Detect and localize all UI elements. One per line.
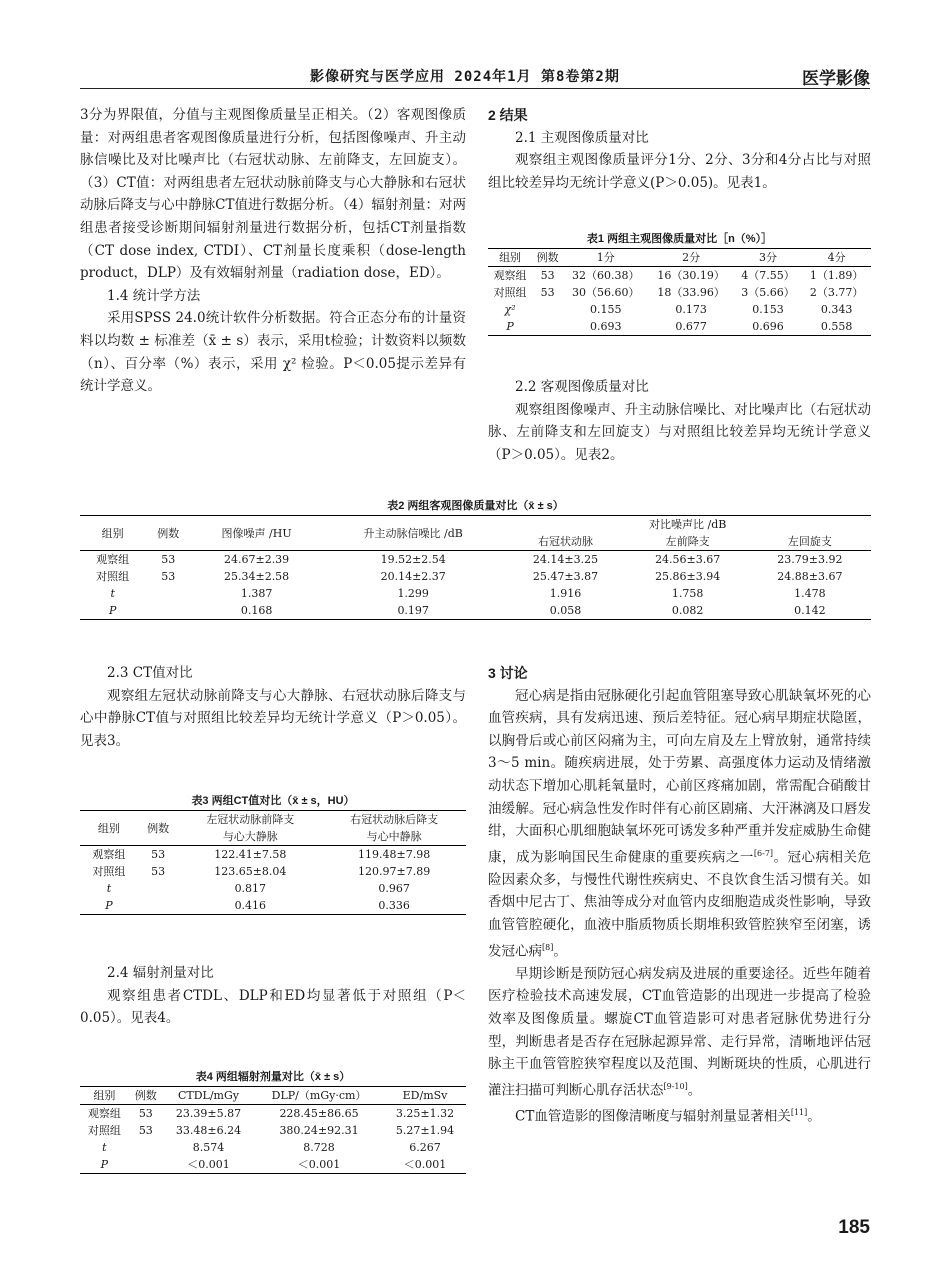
table-cell: 32（60.38） [572,269,640,282]
discussion-text: 。冠心病相关危险因素众多，与慢性代谢性疾病史、不良饮食生活习惯有关。如香烟中尼古丁、焦油等成分对血管内皮细胞造成炎性影响，导致血管管腔硬化，血液中脂质物质长期堆积致管腔狭窄至闭塞，诱发冠心病 [488,849,872,960]
table-cell: 0.173 [675,303,707,316]
table-cell: 24.67±2.39 [223,553,290,566]
table-header: 组别 [488,249,532,267]
discussion-text: 。 [807,1108,821,1125]
table-cell: 3.25±1.32 [395,1107,455,1120]
table-cell: P [506,320,514,333]
table-subheader: 右冠状动脉 [504,533,626,551]
table-cell: 122.41±7.58 [214,848,287,861]
table-cell: 2（3.77） [809,286,864,299]
table-3-caption: 表3 两组CT值对比（x̄ ± s，HU） [191,795,355,807]
table-cell: t [102,1141,107,1154]
discussion-text: 早期诊断是预防冠心病发病及进展的重要途径。近些年随着医疗检验技术高速发展，CT血管造影的出现进一步提高了检验效率及图像质量。螺旋CT血管造影可对患者冠脉优势进行分型，判断患者是否存在冠脉起源异常、走行异常，清晰地评估冠脉主干血管管腔狭窄程度以及范围、判断斑块的性质，心肌进行灌注扫描可判断心肌存活状态 [488,965,871,1099]
section-heading-2: 2 结果 [488,107,528,123]
table-cell: 53 [540,286,555,299]
table-cell: 0.142 [794,604,826,617]
table-cell: 8.574 [192,1141,225,1154]
results-paragraph-3: 观察组左冠状动脉前降支与心大静脉、右冠状动脉后降支与心中静脉CT值与对照组比较差异均无统计学意义（P＞0.05）。见表3。 [80,687,466,749]
table-4-caption: 表4 两组辐射剂量对比（x̄ ± s） [195,1071,351,1083]
table-cell: 对照组 [87,1124,121,1137]
table-cell: 53 [151,865,166,878]
page-header [80,64,870,90]
section-heading-2-3: 2.3 CT值对比 [107,665,193,681]
methods-paragraph: 3分为界限值，分值与主观图像质量呈正相关。（2）客观图像质量：对两组患者客观图像质量进行分析，包括图像噪声、升主动脉信噪比及对比噪声比（右冠状动脉、左前降支，左回旋支）。（3）CT值：对两组患者左冠状动脉前降支与心大静脉和右冠状动脉后降支与心中静脉CT值进行数据分析。（4）辐射剂量：对两组患者接受诊断期间辐射剂量进行数据分析，包括CT剂量指数（CT dose index, CTDI）、CT剂量长度乘积（dose-length product，DLP）及有效辐射剂量（radiation dose，ED）。 [80,107,466,282]
table-header: 例数 [129,1087,163,1105]
table-header: 例数 [138,811,179,846]
table-header: ED/mSv [384,1087,466,1105]
table-cell: ＜0.001 [403,1158,447,1171]
table-cell: 25.34±2.58 [223,570,290,583]
table-cell: 0.336 [378,899,410,912]
table-1-caption: 表1 两组主观图像质量对比［n（%）］ [586,233,773,245]
discussion-paragraph-2 [488,963,871,1102]
table-header: 组别 [80,811,138,846]
table-cell: 25.47±3.87 [532,570,599,583]
table-cell: 0.693 [590,320,622,333]
table-header: 2分 [648,249,733,267]
table-cell: 1.478 [794,587,826,600]
table-header: 图像噪声 /HU [191,516,322,551]
table-row [80,897,466,915]
section-heading-2-4: 2.4 辐射剂量对比 [107,965,214,981]
table-cell: 18（33.96） [657,286,725,299]
page-number: 185 [838,1217,870,1238]
table-cell [138,897,179,915]
table-cell: 53 [138,1107,153,1120]
table-header: 例数 [532,249,563,267]
table-cell: 53 [161,570,176,583]
table-cell: 8.728 [303,1141,335,1154]
journal-title: 影像研究与医学应用 2024年1月 第8卷第2期 [310,69,620,85]
discussion-text: 冠心病是指由冠脉硬化引起血管阻塞导致心肌缺氧坏死的心血管疾病，具有发病迅速、预后差特征。冠心病早期症状隐匿，以胸骨后或心前区闷痛为主，可向左肩及左上臂放射，通常持续3～5 min。随疾病进展，处于劳累、高强度体力运动及情绪激动状态下增加心肌耗氧量时，心前区疼痛加剧，常需配合硝酸甘油缓解。冠心病急性发作时伴有心前区剧痛、大汗淋漓及口唇发绀，大面积心肌细胞缺氧坏死可诱发多种严重并发症威胁生命健康，成为影响国民生命健康的重要疾病之一 [488,687,871,866]
citation: [9-10] [663,1081,688,1091]
table-header: 组别 [80,516,145,551]
table-header: DLP/（mGy·cm） [254,1087,384,1105]
table-row [488,301,871,318]
table-cell: 0.168 [240,604,273,617]
table-cell: 25.86±3.94 [655,570,721,583]
table-cell [129,1156,163,1174]
table-cell: 0.967 [378,882,410,895]
table-row [80,1122,466,1139]
table-cell: 20.14±2.37 [380,570,446,583]
table-header: 例数 [145,516,191,551]
table-cell: 1.299 [397,587,429,600]
table-cell: 0.416 [234,899,267,912]
table-cell [145,602,191,620]
right-column-bottom [488,662,871,1128]
table-header: 右冠状动脉后降支 [350,813,439,826]
table-cell: 4（7.55） [741,269,795,282]
discussion-text: 。 [687,1082,702,1099]
table-cell: 53 [151,848,166,861]
section-heading-1-4: 1.4 统计学方法 [107,287,201,304]
table-2 [80,497,871,620]
table-cell: 1.758 [671,587,704,600]
table-header: 左冠状动脉前降支 [206,813,295,826]
statistics-paragraph: 采用SPSS 24.0统计软件分析数据。符合正态分布的计量资料以均数 ± 标准差（x̄ ± s）表示，采用t检验；计数资料以频数（n）、百分率（%）表示，采用 χ² 检验。P＜0.05提示差异有统计学意义。 [80,310,466,395]
table-cell: 24.88±3.67 [777,570,843,583]
table-cell: 0.558 [820,320,853,333]
table-cell: 0.817 [234,882,267,895]
section-heading-2-2: 2.2 客观图像质量对比 [515,379,649,395]
table-cell: t [110,587,115,600]
table-cell: 5.27±1.94 [395,1124,455,1137]
table-cell: 对照组 [96,570,130,583]
table-cell [138,880,179,897]
right-column-mid [488,376,871,466]
section-heading-3: 3 讨论 [488,665,528,681]
right-column-top [488,104,871,194]
table-cell: 0.696 [752,320,784,333]
table-cell: 53 [540,269,555,282]
table-cell: 24.14±3.25 [532,553,599,566]
table-cell: P [100,1158,109,1171]
table-header: 与心大静脉 [178,828,322,846]
table-cell: 6.267 [409,1141,441,1154]
table-cell: 123.65±8.04 [214,865,287,878]
left-column-bottom-2 [80,962,466,1030]
table-header: 升主动脉信噪比 /dB [322,516,504,551]
table-row [80,863,466,880]
table-1 [488,230,871,336]
discussion-text: 。 [553,943,567,960]
table-cell [145,585,191,602]
results-paragraph-1: 观察组主观图像质量评分1分、2分、3分和4分占比与对照组比较差异均无统计学意义(P＞0.05)。见表1。 [488,152,871,191]
table-row [80,880,466,897]
table-header: CTDL/mGy [163,1087,254,1105]
table-row [488,318,871,336]
table-cell: 观察组 [96,553,130,566]
table-cell: 23.39±5.87 [175,1107,242,1120]
table-row [80,1156,466,1174]
results-paragraph-4: 观察组患者CTDL、DLP和ED均显著低于对照组（P＜0.05）。见表4。 [80,987,466,1027]
table-row [80,846,466,864]
table-cell: 1.916 [549,587,582,600]
table-cell: 0.155 [590,303,622,316]
table-cell: t [106,882,112,895]
header-rule [80,88,870,89]
table-row [80,568,871,585]
table-cell: χ² [504,303,516,316]
table-cell [532,301,563,318]
table-2-caption: 表2 两组客观图像质量对比（x̄ ± s） [387,500,564,512]
table-cell: 观察组 [92,848,126,861]
table-header: 1分 [563,249,648,267]
table-header: 与心中静脉 [322,828,466,846]
table-row [80,602,871,620]
table-cell: 3（5.66） [741,286,795,299]
table-row [80,551,871,569]
section-title: 医学影像 [802,69,870,88]
table-cell: 23.79±3.92 [777,553,843,566]
table-row [80,1105,466,1123]
table-cell: 0.197 [397,604,429,617]
table-cell: 33.48±6.24 [175,1124,242,1137]
table-row [80,585,871,602]
citation: [11] [790,1107,808,1117]
table-cell: 30（56.60） [572,286,640,299]
citation: [6-7] [753,848,774,858]
table-cell: 0.343 [820,303,853,316]
table-cell: 0.082 [671,604,704,617]
table-row [80,1139,466,1156]
table-cell: 1（1.89） [809,269,864,282]
citation: [8] [542,942,554,952]
section-heading-2-1: 2.1 主观图像质量对比 [515,129,649,146]
table-cell: ＜0.001 [187,1158,230,1171]
table-subheader: 左回旋支 [749,533,871,551]
table-cell [129,1139,163,1156]
table-cell: 120.97±7.89 [358,865,431,878]
discussion-paragraph-1 [488,685,871,963]
table-header: 4分 [802,249,871,267]
table-row [488,267,871,285]
discussion-text: CT血管造影的图像清晰度与辐射剂量显著相关 [515,1108,791,1125]
table-header: 对比噪声比 /dB [649,518,727,531]
table-cell: 24.56±3.67 [655,553,721,566]
table-cell [532,318,563,336]
table-row [488,284,871,301]
table-cell: 对照组 [493,286,527,299]
table-cell: ＜0.001 [297,1158,341,1171]
table-cell: 观察组 [493,269,527,282]
table-cell: 228.45±86.65 [279,1107,359,1120]
table-cell: 1.387 [240,587,273,600]
table-cell: 0.153 [752,303,784,316]
table-4 [80,1068,466,1174]
table-cell: P [108,604,117,617]
results-paragraph-2: 观察组图像噪声、升主动脉信噪比、对比噪声比（右冠状动脉、左前降支和左回旋支）与对照组比较差异均无统计学意义（P＞0.05）。见表2。 [488,401,871,463]
table-cell: 16（30.19） [657,269,725,282]
table-header: 3分 [734,249,803,267]
left-column-top [80,104,466,398]
table-cell: 观察组 [87,1107,121,1120]
table-cell: 53 [138,1124,153,1137]
left-column-bottom [80,662,466,752]
table-3 [80,792,466,915]
table-cell: 0.677 [675,320,707,333]
table-header: 组别 [80,1087,129,1105]
discussion-paragraph-3 [488,1102,871,1128]
table-cell: 380.24±92.31 [279,1124,359,1137]
table-cell: 119.48±7.98 [358,848,431,861]
table-cell: P [105,899,113,912]
table-cell: 53 [161,553,176,566]
table-subheader: 左前降支 [627,533,749,551]
table-cell: 0.058 [549,604,582,617]
table-cell: 对照组 [92,865,126,878]
table-cell: 19.52±2.54 [380,553,446,566]
